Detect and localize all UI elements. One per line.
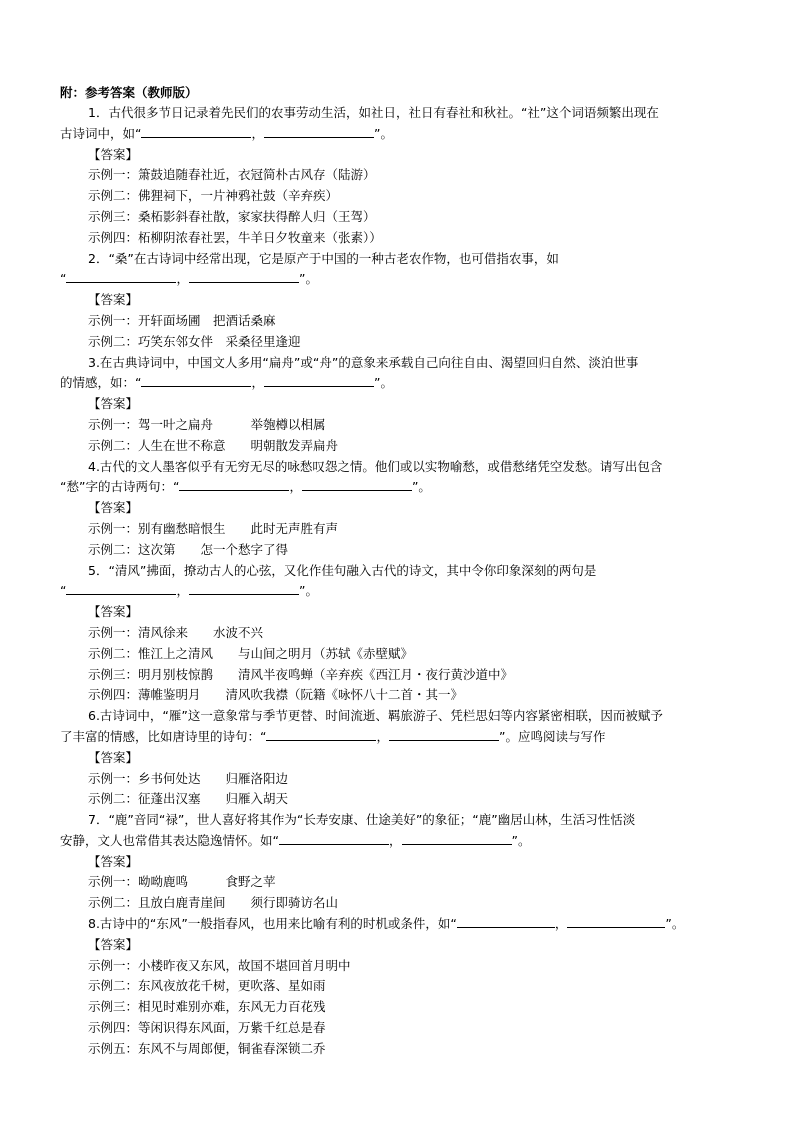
answer-example: 示例四：柘柳阴浓春社罢，牛羊日夕牧童来（张素））	[88, 229, 382, 245]
question-text: 7．“鹿”音同“禄”，世人喜好将其作为“长寿安康、仕途美好”的象征；“鹿”幽居山林，生活习性恬淡	[88, 812, 636, 828]
answer-example: 示例二：人生在世不称意 明朝散发弄扁舟	[88, 437, 339, 453]
question-text: 5．“清风”拂面，撩动古人的心弦，又化作佳句融入古代的诗文，其中令你印象深刻的两句是	[88, 562, 597, 578]
answer-example: 示例二：这次第 怎一个愁字了得	[88, 541, 289, 557]
answer-label: 【答案】	[88, 749, 139, 765]
answer-blank[interactable]	[179, 478, 289, 491]
question-text: 6.古诗词中，“雁”这一意象常与季节更替、时间流逝、羁旅游子、凭栏思妇等内容紧密相联，因而被赋予	[88, 708, 663, 724]
answer-label: 【答案】	[88, 500, 139, 516]
answer-blank[interactable]	[266, 728, 376, 741]
question-1	[60, 103, 750, 249]
answer-example: 示例二：征蓬出汉塞 归雁入胡天	[88, 791, 289, 807]
question-text: 2．“桑”在古诗词中经常出现，它是原产于中国的一种古老农作物，也可借指农事，如	[88, 250, 559, 266]
question-blank-line: 古诗词中，如“ ， ”。	[60, 125, 393, 141]
answer-example: 示例四：薄帷鉴明月 清风吹我襟（阮籍《咏怀八十二首・其一》	[88, 687, 464, 703]
page-title: 附：参考答案（教师版）	[60, 85, 198, 100]
answer-blank[interactable]	[567, 915, 665, 928]
answer-blank[interactable]	[389, 728, 499, 741]
question-blank-line: “ ， ”。	[60, 583, 318, 599]
question-7	[60, 810, 750, 914]
answer-example: 示例二：巧笑东邻女伴 采桑径里逢迎	[88, 333, 301, 349]
answer-example: 示例一：小楼昨夜又东风，故国不堪回首月明中	[88, 957, 351, 973]
answer-example: 示例一：乡书何处达 归雁洛阳边	[88, 770, 289, 786]
question-blank-line: “愁”字的古诗两句：“ ， ”。	[60, 479, 431, 495]
question-blank-line: 了丰富的情感，比如唐诗里的诗句：“ ， ”。应鸣阅读与写作	[60, 728, 606, 744]
answer-blank[interactable]	[264, 125, 374, 138]
question-5	[60, 561, 750, 707]
question-blank-line: 的情感，如：“ ， ”。	[60, 375, 393, 391]
answer-example: 示例一：清风徐来 水波不兴	[88, 624, 264, 640]
question-6	[60, 706, 750, 810]
question-4	[60, 457, 750, 561]
answer-label: 【答案】	[88, 292, 139, 308]
answer-example: 示例三：相见时难别亦难，东风无力百花残	[88, 999, 326, 1015]
answer-label: 【答案】	[88, 604, 139, 620]
answer-blank[interactable]	[141, 374, 251, 387]
answer-example: 示例二：佛狸祠下，一片神鸦社鼓（辛弃疾）	[88, 188, 339, 204]
question-blank-line: “ ， ”。	[60, 271, 318, 287]
question-text: 1．古代很多节日记录着先民们的农事劳动生活，如社日，社日有春社和秋社。“社”这个词语频繁出现在	[88, 105, 659, 120]
answer-example: 示例一：别有幽愁暗恨生 此时无声胜有声	[88, 520, 339, 536]
question-text: 3.在古典诗词中，中国文人多用“扁舟”或“舟”的意象来承载自己向往自由、渴望回归自然、淡泊世事	[88, 354, 639, 370]
answer-example: 示例一：开轩面场圃 把酒话桑麻	[88, 312, 276, 328]
answer-blank[interactable]	[402, 832, 512, 845]
question-blank-line: 8.古诗中的“东风”一般指春风，也用来比喻有利的时机或条件，如“ ， ”。	[88, 916, 685, 932]
answer-blank[interactable]	[457, 915, 555, 928]
answer-label: 【答案】	[88, 146, 139, 162]
answer-blank[interactable]	[189, 270, 299, 283]
answer-sheet	[60, 82, 750, 1060]
answer-blank[interactable]	[141, 125, 251, 138]
answer-example: 示例一：箫鼓追随春社近，衣冠简朴古风存（陆游）	[88, 167, 376, 183]
answer-label: 【答案】	[88, 396, 139, 412]
question-3	[60, 353, 750, 457]
question-blank-line: 安静，文人也常借其表达隐逸情怀。如“ ， ”。	[60, 832, 531, 848]
answer-example: 示例一：驾一叶之扁舟 举匏樽以相属	[88, 416, 326, 432]
answer-example: 示例三：桑柘影斜春社散，家家扶得醉人归（王驾）	[88, 208, 376, 224]
answer-blank[interactable]	[66, 582, 176, 595]
answer-example: 示例二：且放白鹿青崖间 须行即骑访名山	[88, 895, 339, 911]
answer-blank[interactable]	[264, 374, 374, 387]
question-text: 4.古代的文人墨客似乎有无穷无尽的咏愁叹怨之情。他们或以实物喻愁，或借愁绪凭空发愁。请写出包含	[88, 458, 663, 474]
answer-example: 示例四：等闲识得东风面，万紫千红总是春	[88, 1020, 326, 1036]
answer-example: 示例三：明月别枝惊鹊 清风半夜鸣蝉（辛弃疾《西江月・夜行黄沙道中》	[88, 666, 514, 682]
question-2	[60, 249, 750, 353]
answer-example: 示例五：东风不与周郎便，铜雀春深锁二乔	[88, 1040, 326, 1056]
answer-example: 示例一：呦呦鹿鸣 食野之苹	[88, 874, 276, 890]
answer-label: 【答案】	[88, 936, 139, 952]
answer-blank[interactable]	[302, 478, 412, 491]
answer-example: 示例二：东风夜放花千树，更吹落、星如雨	[88, 978, 326, 994]
answer-blank[interactable]	[279, 832, 389, 845]
question-8	[60, 914, 750, 1060]
answer-label: 【答案】	[88, 853, 139, 869]
answer-blank[interactable]	[189, 582, 299, 595]
answer-blank[interactable]	[66, 270, 176, 283]
answer-example: 示例二：惟江上之清风 与山间之明月（苏轼《赤壁赋》	[88, 645, 414, 661]
